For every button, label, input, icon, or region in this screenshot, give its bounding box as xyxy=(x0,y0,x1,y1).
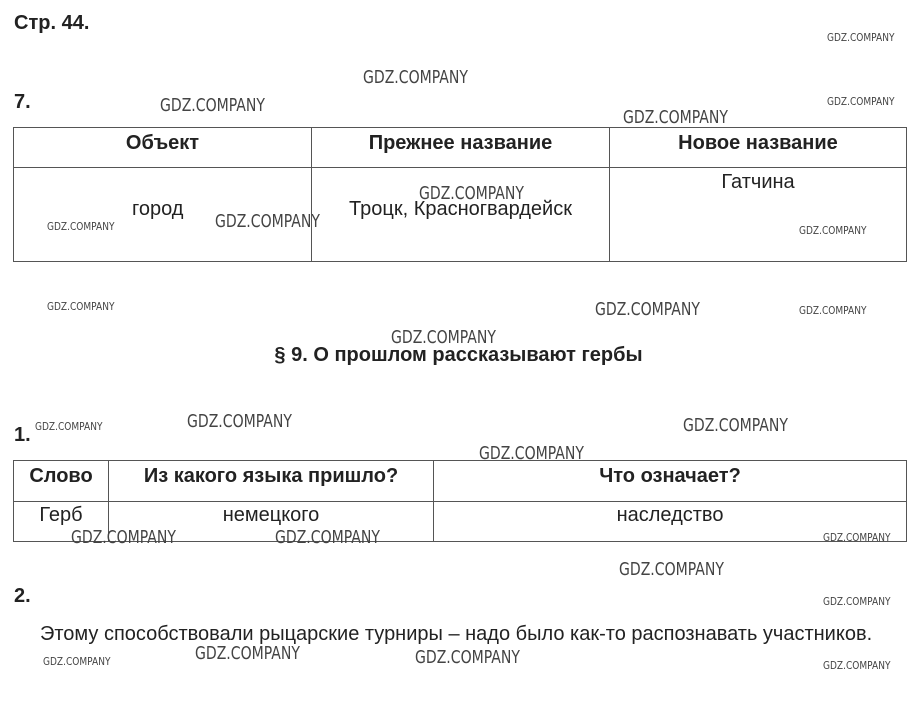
watermark: GDZ.COMPANY xyxy=(619,559,724,580)
watermark: GDZ.COMPANY xyxy=(35,420,103,433)
header-object: Объект xyxy=(14,128,312,168)
watermark: GDZ.COMPANY xyxy=(827,31,895,44)
cell-old-name: Троцк, Красногвардейск xyxy=(312,168,610,262)
watermark: GDZ.COMPANY xyxy=(799,304,867,317)
watermark: GDZ.COMPANY xyxy=(187,411,292,432)
watermark: GDZ.COMPANY xyxy=(823,659,891,672)
cell-new-name: Гатчина xyxy=(610,168,907,262)
watermark: GDZ.COMPANY xyxy=(47,300,115,313)
header-language: Из какого языка пришло? xyxy=(109,461,434,502)
page-number: Стр. 44. xyxy=(14,12,90,34)
watermark: GDZ.COMPANY xyxy=(391,327,496,348)
cell-language: немецкого xyxy=(109,502,434,542)
watermark: GDZ.COMPANY xyxy=(823,531,891,544)
watermark: GDZ.COMPANY xyxy=(71,527,176,548)
cell-object: город xyxy=(14,168,312,262)
watermark: GDZ.COMPANY xyxy=(799,224,867,237)
watermark: GDZ.COMPANY xyxy=(47,220,115,233)
task-2-answer: Этому способствовали рыцарские турниры – надо было как-то распознавать участников. xyxy=(40,623,873,645)
watermark: GDZ.COMPANY xyxy=(419,183,524,204)
task-2-number: 2. xyxy=(14,585,31,607)
header-word: Слово xyxy=(14,461,109,502)
header-meaning: Что означает? xyxy=(434,461,907,502)
cell-word: Герб xyxy=(14,502,109,542)
watermark: GDZ.COMPANY xyxy=(43,655,111,668)
watermark: GDZ.COMPANY xyxy=(479,443,584,464)
watermark: GDZ.COMPANY xyxy=(623,107,728,128)
task-1-number: 1. xyxy=(14,424,31,446)
watermark: GDZ.COMPANY xyxy=(823,595,891,608)
watermark: GDZ.COMPANY xyxy=(215,211,320,232)
watermark: GDZ.COMPANY xyxy=(363,67,468,88)
table-row xyxy=(14,168,907,262)
header-new-name: Новое название xyxy=(610,128,907,168)
watermark: GDZ.COMPANY xyxy=(827,95,895,108)
watermark: GDZ.COMPANY xyxy=(160,95,265,116)
watermark: GDZ.COMPANY xyxy=(275,527,380,548)
watermark: GDZ.COMPANY xyxy=(683,415,788,436)
watermark: GDZ.COMPANY xyxy=(415,647,520,668)
table-header-row xyxy=(14,128,907,168)
watermark: GDZ.COMPANY xyxy=(595,299,700,320)
watermark: GDZ.COMPANY xyxy=(195,643,300,664)
task-7-number: 7. xyxy=(14,91,31,113)
table-header-row xyxy=(14,461,907,502)
header-old-name: Прежнее название xyxy=(312,128,610,168)
section-title: § 9. О прошлом рассказывают гербы xyxy=(274,344,643,366)
cell-meaning: наследство xyxy=(434,502,907,542)
